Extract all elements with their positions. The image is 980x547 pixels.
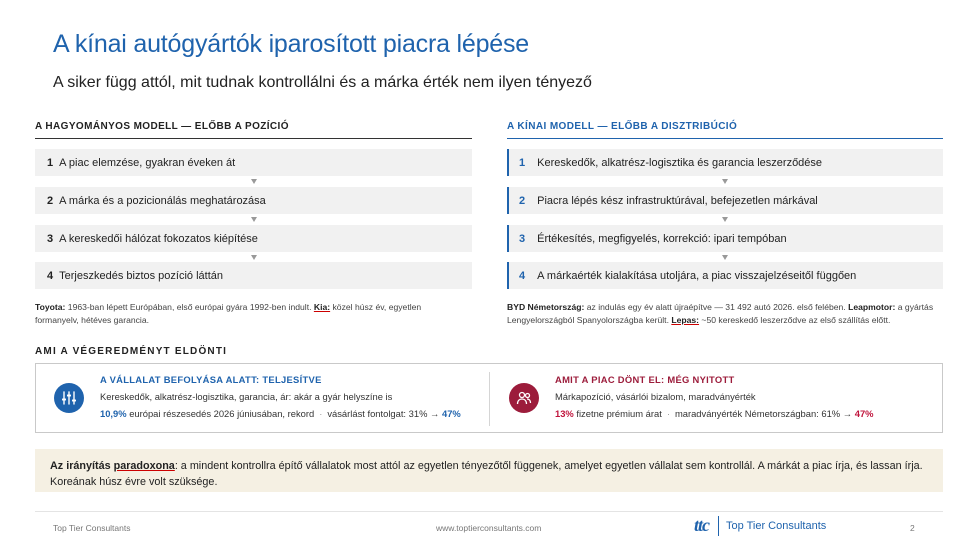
step-number: 1 xyxy=(519,156,526,169)
footer-url[interactable]: www.toptierconsultants.com xyxy=(436,523,542,533)
panel-metrics xyxy=(555,408,874,419)
panel-title: AMIT A PIAC DÖNT EL: MÉG NYITOTT xyxy=(555,374,735,385)
step-label: Terjeszkedés biztos pozíció láttán xyxy=(59,269,223,282)
note-text: közel húsz év, egyetlen formanyelv, hétéves garancia. xyxy=(35,302,422,325)
callout-text: : a mindent kontrollra építő vállalatok most attól az egyetlen tényezőtől függenek, amelyet egyetlen vállalat sem kontrollál. A márkát a piac írja, és lassan írja. Koreának húsz évre volt szüksége. xyxy=(50,460,923,488)
panel-line: Kereskedők, alkatrész-logisztika, garancia, ár: akár a gyár helyszíne is xyxy=(100,391,393,402)
separator: · xyxy=(666,408,670,419)
chinese-step xyxy=(507,187,943,214)
step-label: A piac elemzése, gyakran éveken át xyxy=(59,156,236,169)
down-arrow-icon xyxy=(722,179,728,184)
step-label: A márka és a pozicionálás meghatározása xyxy=(59,194,266,207)
outcome-header: AMI A VÉGEREDMÉNYT ELDÖNTI xyxy=(35,346,228,357)
traditional-model-header: A HAGYOMÁNYOS MODELL — ELŐBB A POZÍCIÓ xyxy=(35,121,472,139)
page-subtitle: A siker függ attól, mit tudnak kontrollálni és a márka érték nem ilyen tényező xyxy=(53,74,592,91)
chinese-model-header: A KÍNAI MODELL — ELŐBB A DISZTRIBÚCIÓ xyxy=(507,121,943,139)
metric-value: 47% xyxy=(854,408,874,419)
footer-divider xyxy=(35,511,943,512)
page-number: 2 xyxy=(910,523,915,533)
note-text: az indulás egy év alatt újraépítve — 31 492 autó 2026. első felében. xyxy=(584,302,849,312)
logo-mark: ttc xyxy=(694,515,709,535)
page-title: A kínai autógyártók iparosított piacra lépése xyxy=(53,30,530,58)
callout-lead: Az irányítás xyxy=(50,460,114,472)
metric-value: 47% xyxy=(442,408,461,419)
note-text: a gyártás Lengyelországból Spanyolországba került. xyxy=(507,302,934,325)
logo-text: Top Tier Consultants xyxy=(726,519,827,532)
down-arrow-icon xyxy=(251,255,257,260)
metric-text: európai részesedés 2026 júniusában, rekord xyxy=(126,408,315,419)
down-arrow-icon xyxy=(722,217,728,222)
step-label: A márkaérték kialakítása utoljára, a piac visszajelzéseitől függően xyxy=(537,269,857,282)
traditional-note xyxy=(35,301,465,327)
metric-text: vásárlást fontolgat: 31% → xyxy=(327,408,442,419)
panel-line: Márkapozíció, vásárlói bizalom, maradványérték xyxy=(555,391,756,402)
step-number: 2 xyxy=(519,194,526,207)
note-brand-byd: BYD Németország: xyxy=(507,302,585,312)
callout-keyword: paradoxona xyxy=(113,460,175,472)
note-brand-toyota: Toyota: xyxy=(35,302,66,312)
note-text: ~50 kereskedő leszerződve az első szállítás előtt. xyxy=(699,315,891,325)
step-number: 4 xyxy=(47,269,54,282)
separator: · xyxy=(319,408,323,419)
step-number: 3 xyxy=(519,232,526,245)
people-icon xyxy=(509,383,539,413)
step-label: A kereskedői hálózat fokozatos kiépítése xyxy=(59,232,258,245)
sliders-icon xyxy=(54,383,84,413)
traditional-step xyxy=(35,225,472,252)
company-controlled-panel xyxy=(100,374,461,419)
note-brand-lepas: Lepas: xyxy=(671,315,700,325)
metric-text: fizetne prémium árat xyxy=(573,408,662,419)
chinese-step xyxy=(507,262,943,289)
note-brand-kia: Kia: xyxy=(313,302,331,312)
step-label: Piacra lépés kész infrastruktúrával, befejezetlen márkával xyxy=(537,194,818,207)
step-number: 2 xyxy=(47,194,54,207)
market-decided-panel xyxy=(555,374,874,419)
company-logo xyxy=(694,515,826,536)
metric-text: maradványérték Németországban: 61% → xyxy=(674,408,855,419)
chinese-step xyxy=(507,149,943,176)
panel-metrics xyxy=(100,408,461,419)
down-arrow-icon xyxy=(251,217,257,222)
step-number: 3 xyxy=(47,232,54,245)
metric-value: 13% xyxy=(555,408,574,419)
chinese-note xyxy=(507,301,943,327)
outcome-box xyxy=(35,363,943,433)
down-arrow-icon xyxy=(722,255,728,260)
metric-value: 10,9% xyxy=(100,408,127,419)
chinese-step xyxy=(507,225,943,252)
down-arrow-icon xyxy=(251,179,257,184)
note-brand-leapmotor: Leapmotor: xyxy=(848,302,896,312)
step-number: 1 xyxy=(47,156,54,169)
traditional-step xyxy=(35,262,472,289)
logo-divider xyxy=(718,516,719,536)
step-label: Kereskedők, alkatrész-logisztika és garancia leszerződése xyxy=(537,156,823,169)
note-text: 1963-ban lépett Európában, első európai gyára 1992-ben indult. xyxy=(65,302,314,312)
paradox-callout xyxy=(35,449,943,492)
traditional-step xyxy=(35,149,472,176)
panel-title: A VÁLLALAT BEFOLYÁSA ALATT: TELJESÍTVE xyxy=(100,374,322,385)
step-number: 4 xyxy=(519,269,526,282)
footer-company: Top Tier Consultants xyxy=(53,523,131,533)
traditional-step xyxy=(35,187,472,214)
step-label: Értékesítés, megfigyelés, korrekció: ipari tempóban xyxy=(537,232,787,245)
panel-divider xyxy=(489,372,490,426)
